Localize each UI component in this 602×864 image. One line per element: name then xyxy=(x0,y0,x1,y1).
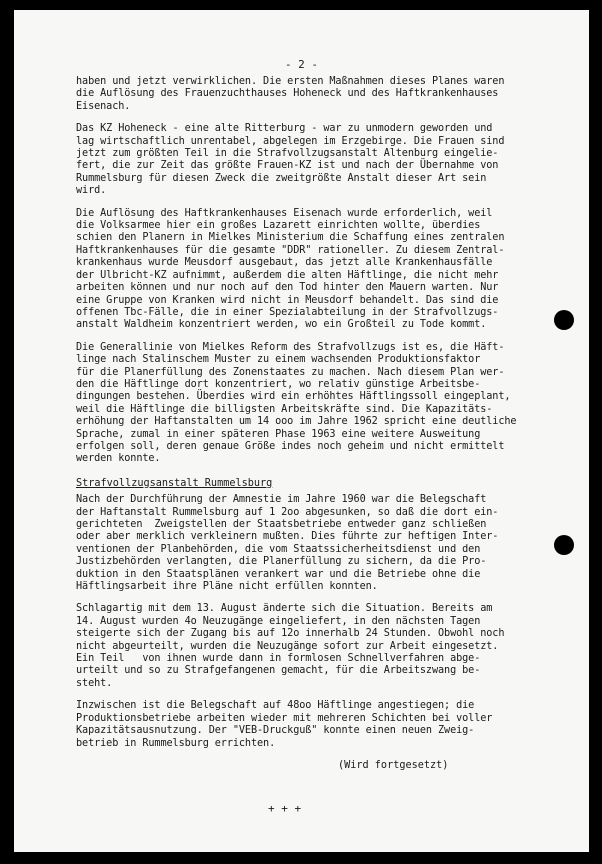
paragraph: Die Generallinie von Mielkes Reform des Strafvollzugs ist es, die Häft- linge nach Stalinschem Muster zu einem wachsenden Produktionsfaktor für die Planerfüllung des Zonenstaates zu machen. Nach diesem Plan wer- den die Häftlinge dort konzentriert, wo relativ günstige Arbeitsbe- dingungen bestehen. Überdies wird ein erhöhtes Häftlingssoll eingeplant, weil die Häftlinge die billigsten Arbeitskräfte sind. Die Kapazitäts- erhöhung der Haftanstalten um 14 ooo im Jahre 1962 spricht eine deutliche Sprache, zumal in einer späteren Phase 1963 eine weitere Ausweitung erfolgen soll, deren genaue Größe indes noch geheim und nicht ermittelt werden konnte. xyxy=(76,341,517,465)
continued-note: (Wird fortgesetzt) xyxy=(338,759,449,771)
document-page xyxy=(14,10,589,852)
end-mark: + + + xyxy=(268,802,302,816)
paragraph: Nach der Durchführung der Amnestie im Jahre 1960 war die Belegschaft der Haftanstalt Rummelsburg auf 1 2oo abgesunken, so daß die dort ein- gerichteten Zweigstellen der Staatsbetriebe entweder ganz schließen oder aber merklich verkleinern mußten. Dies führte zur heftigen Inter- ventionen der Planbehörden, die vom Staatssicherheitsdienst und den Justizbehörden verlangten, die Planerfüllung zu sichern, da die Pro- duktion in den Staatsplänen verankert war und die Betriebe ohne die Häftlingsarbeit ihre Pläne nicht erfüllen konnten. xyxy=(76,494,499,593)
paragraph: Inzwischen ist die Belegschaft auf 48oo Häftlinge angestiegen; die Produktionsbetriebe arbeiten wieder mit mehreren Schichten bei voller Kapazitätsausnutzung. Der "VEB-Druckguß" konnte einen neuen Zweig- betrieb in Rummelsburg errichten. xyxy=(76,700,493,749)
page-number: - 2 - xyxy=(284,58,319,71)
punch-hole-icon xyxy=(554,310,574,330)
paragraph: Schlagartig mit dem 13. August änderte sich die Situation. Bereits am 14. August wurden 4o Neuzugänge eingeliefert, in den nächsten Tagen steigerte sich der Zugang bis auf 12o innerhalb 24 Stunden. Obwohl noch nicht abgeurteilt, wurden die Neuzugänge sofort zur Arbeit eingesetzt. Ein Teil von ihnen wurde dann in formlosen Schnellverfahren abge- urteilt und so zu Strafgefangenen gemacht, für die Arbeitszwang be- steht. xyxy=(76,603,505,689)
body-text xyxy=(76,76,569,815)
punch-hole-icon xyxy=(554,535,574,555)
paragraph: haben und jetzt verwirklichen. Die ersten Maßnahmen dieses Planes waren die Auflösung des Frauenzuchthauses Hoheneck und des Haftkrankenhauses Eisenach. xyxy=(76,76,505,112)
paragraph: Die Auflösung des Haftkrankenhauses Eisenach wurde erforderlich, weil die Volksarmee hier ein großes Lazarett einrichten wollte, überdies schien den Planern in Mielkes Ministerium die Schaffung eines zentralen Haftkrankenhauses für die gesamte "DDR" rationeller. Zu diesem Zentral- krankenhaus wurde Meusdorf ausgebaut, das jetzt alle Krankenhausfälle der Ulbricht-KZ aufnimmt, außerdem die alten Häftlinge, die nicht mehr arbeiten können und nur noch auf den Tod hinter den Mauern warten. Nur eine Gruppe von Kranken wird nicht in Meusdorf behandelt. Das sind die offenen Tbc-Fälle, die in einer Spezialabteilung in der Strafvollzugs- anstalt Waldheim konzentriert werden, wo ein Großteil zu Tode kommt. xyxy=(76,207,505,331)
paragraph: Das KZ Hoheneck - eine alte Ritterburg - war zu unmodern geworden und lag wirtschaftlich unrentabel, abgelegen im Erzgebirge. Die Frauen sind jetzt zum größten Teil in die Strafvollzugsanstalt Altenburg eingelie- fert, die zur Zeit das größte Frauen-KZ ist und nach der Übernahme von Rummelsburg für diesen Zweck die zweitgrößte Anstalt dieser Art sein wird. xyxy=(76,123,505,197)
section-heading: Strafvollzugsanstalt Rummelsburg xyxy=(76,477,273,489)
